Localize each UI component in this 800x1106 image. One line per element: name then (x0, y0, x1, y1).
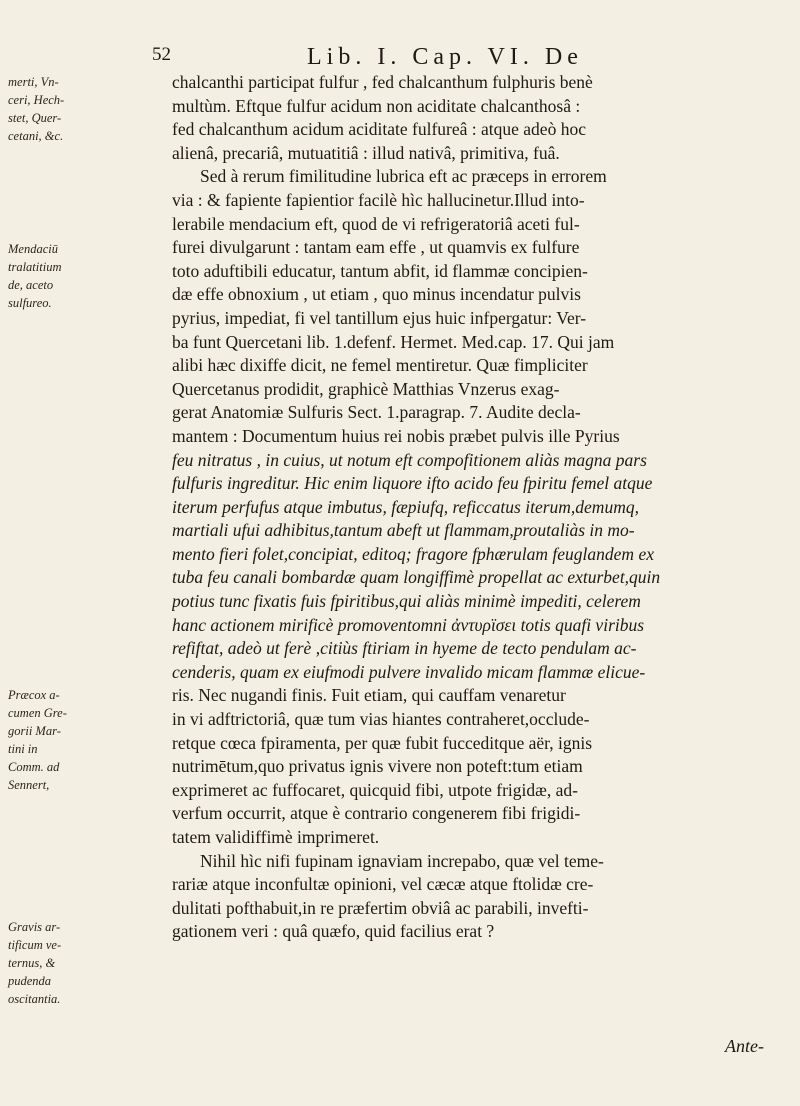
text-line: Quercetanus prodidit, graphicè Matthias Vnzerus exag- (172, 378, 560, 399)
margin-note-line: sulfureo. (8, 296, 52, 310)
text-line: furei divulgarunt : tantam eam effe , ut quamvis ex fulfure (172, 237, 580, 258)
text-line: pyrius, impediat, fi vel tantillum ejus huic infpergatur: Ver- (172, 307, 587, 328)
margin-note-line: Mendaciū (8, 242, 58, 256)
margin-note-line: Gravis ar- (8, 920, 61, 934)
text-line: dulitati pofthabuit,in re præfertim obviâ ac parabili, invefti- (172, 897, 589, 918)
text-line: Sed à rerum fimilitudine lubrica eft ac præceps in errorem (200, 166, 607, 187)
text-line: ris. Nec nugandi finis. Fuit etiam, qui cauffam venaretur (172, 685, 566, 706)
margin-note-line: merti, Vn- (8, 75, 59, 89)
text-line: gationem veri : quâ quæfo, quid facilius erat ? (172, 921, 495, 942)
running-title: Lib. I. Cap. VI. De (307, 44, 583, 70)
running-header (152, 44, 712, 74)
margin-note-4 (8, 918, 116, 1008)
margin-note-line: ceri, Hech- (8, 93, 65, 107)
margin-note-2 (8, 240, 116, 312)
text-line: rariæ atque inconfultæ opinioni, vel cæcæ atque ftolidæ cre- (172, 874, 594, 895)
margin-note-line: tini in (8, 742, 38, 756)
text-line: alienâ, precariâ, mutuatitiâ : illud nativâ, primitiva, fuâ. (172, 142, 560, 163)
text-line: tuba feu canali bombardæ quam longiffimè propellat ac exturbet,quin (172, 567, 661, 588)
margin-note-line: Præcox a- (8, 688, 60, 702)
margin-note-line: ternus, & (8, 956, 56, 970)
text-line: mento fieri folet,concipiat, editoq; fragore fphærulam feuglandem ex (172, 543, 654, 564)
margin-note-line: tralatitium (8, 260, 62, 274)
margin-note-line: cetani, &c. (8, 129, 64, 143)
text-line: lerabile mendacium eft, quod de vi refrigeratoriâ aceti ful- (172, 213, 580, 234)
text-line: ba funt Quercetani lib. 1.defenf. Hermet. Med.cap. 17. Qui jam (172, 331, 615, 352)
margin-note-line: pudenda (8, 974, 52, 988)
text-line: refiftat, adeò ut ferè ,citiùs ftiriam in hyeme de tecto pendulam ac- (172, 638, 637, 659)
page-number: 52 (152, 44, 171, 65)
text-line: verfum occurrit, atque è contrario congenerem fibi frigidi- (172, 803, 581, 824)
text-line: iterum perfufus atque imbutus, fæpiufq, reficcatus iterum,demumq, (172, 496, 639, 517)
margin-note-line: gorii Mar- (8, 724, 61, 738)
text-line: retque cœca fpiramenta, per quæ fubit fucceditque aër, ignis (172, 732, 593, 753)
margin-note-1 (8, 73, 116, 145)
text-line: martiali ufui adhibitus,tantum abeft ut flammam,proutaliàs in mo- (172, 520, 635, 541)
text-line: potius tunc fixatis fuis fpiritibus,qui aliàs minimè impediti, celerem (172, 591, 641, 612)
text-line: alibi hæc dixiffe dicit, ne femel mentiretur. Quæ fimpliciter (172, 355, 588, 376)
text-line: via : & fapiente fapientior facilè hìc hallucinetur.Illud into- (172, 189, 585, 210)
margin-note-line: Sennert, (8, 778, 50, 792)
margin-note-line: oscitantia. (8, 992, 61, 1006)
text-line: exprimeret ac fuffocaret, quicquid fibi, utpote frigidæ, ad- (172, 779, 578, 800)
margin-note-3 (8, 686, 116, 794)
text-line: fed chalcanthum acidum aciditate fulfureâ : atque adeò hoc (172, 119, 586, 140)
text-line: toto aduftibili educatur, tantum abfit, id flammæ concipien- (172, 260, 588, 281)
text-line: tatem validiffimè imprimeret. (172, 827, 380, 847)
text-line: hanc actionem mirificè promoventomni ἀντυρϊσει totis quafi viribus (172, 614, 645, 635)
text-line: feu nitratus , in cuius, ut notum eft compofitionem aliàs magna pars (172, 449, 647, 470)
margin-note-line: Comm. ad (8, 760, 60, 774)
margin-note-line: tificum ve- (8, 938, 62, 952)
text-line: fulfuris ingreditur. Hic enim liquore ifto acido feu fpiritu femel atque (172, 473, 653, 494)
main-text (172, 71, 767, 944)
text-line: cenderis, quam ex eiufmodi pulvere invalido micam flammæ elicue- (172, 661, 646, 682)
margin-note-line: de, aceto (8, 278, 54, 292)
text-line: dæ effe obnoxium , ut etiam , quo minus incendatur pulvis (172, 284, 581, 305)
margin-note-line: cumen Gre- (8, 706, 67, 720)
text-line: gerat Anatomiæ Sulfuris Sect. 1.paragrap. 7. Audite decla- (172, 402, 581, 423)
margin-note-line: stet, Quer- (8, 111, 62, 125)
catchword: Ante- (725, 1036, 764, 1056)
text-line: in vi adftrictoriâ, quæ tum vias hiantes contraheret,occlude- (172, 709, 590, 730)
text-line: multùm. Eftque fulfur acidum non aciditate chalcanthosâ : (172, 95, 581, 116)
text-line: nutrimētum,quo privatus ignis vivere non poteft:tum etiam (172, 756, 583, 777)
text-line: chalcanthi participat fulfur , fed chalcanthum fulphuris benè (172, 72, 593, 92)
text-line: mantem : Documentum huius rei nobis præbet pulvis ille Pyrius (172, 425, 620, 446)
text-line: Nihil hìc nifi fupinam ignaviam increpabo, quæ vel teme- (200, 850, 604, 871)
